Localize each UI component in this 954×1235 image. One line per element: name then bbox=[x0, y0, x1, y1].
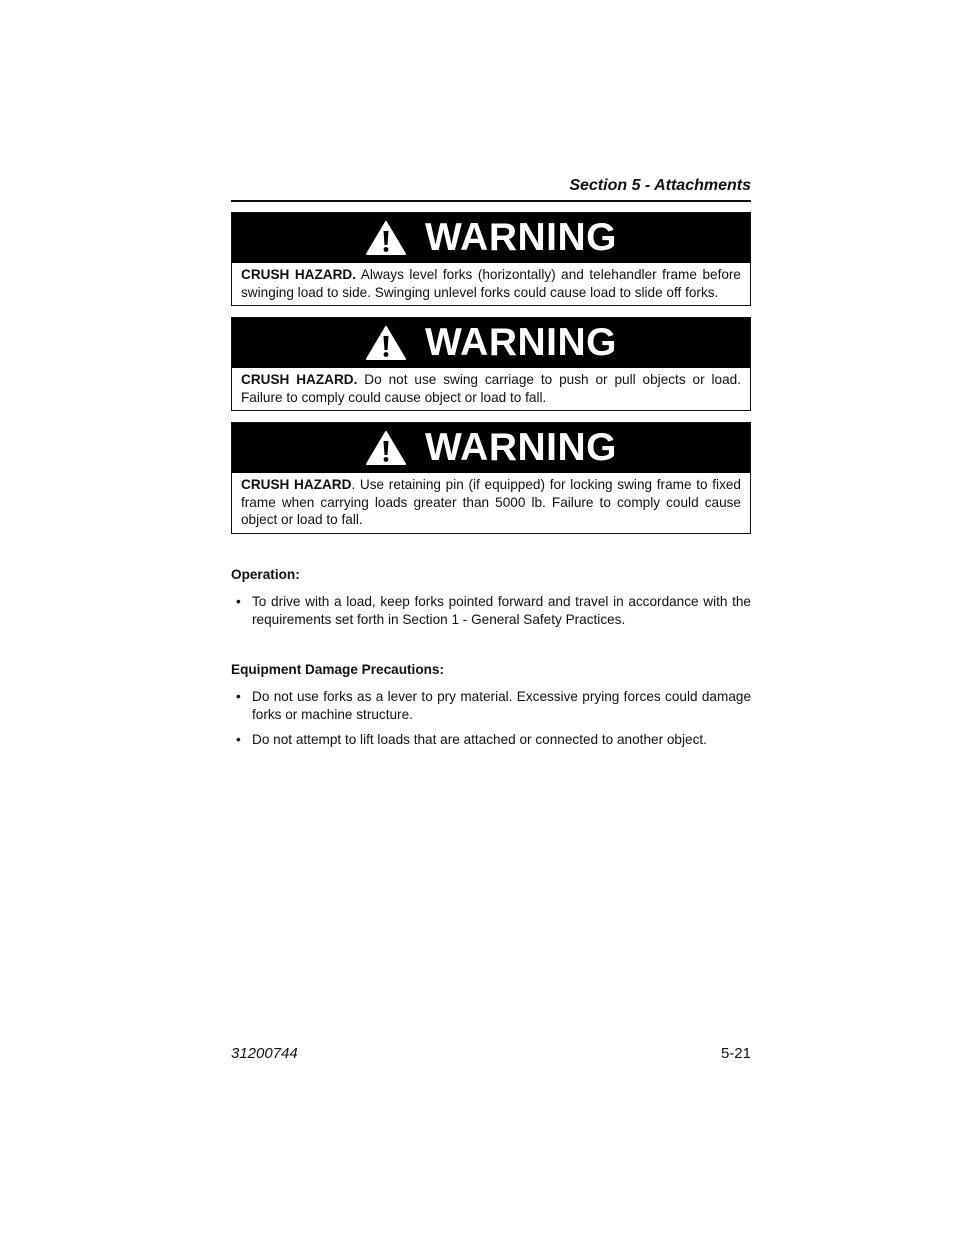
warning-label: WARNING bbox=[425, 216, 617, 259]
warning-text bbox=[232, 473, 750, 533]
list-item bbox=[231, 593, 751, 628]
list-item bbox=[231, 688, 751, 723]
warning-box-2 bbox=[231, 317, 751, 411]
warning-triangle-icon bbox=[365, 430, 407, 466]
hazard-lead: CRUSH HAZARD. bbox=[241, 267, 357, 282]
warning-banner bbox=[232, 213, 750, 263]
list-item bbox=[231, 731, 751, 749]
header-rule bbox=[231, 200, 751, 202]
doc-number: 31200744 bbox=[231, 1045, 298, 1062]
list-item-text: Do not use forks as a lever to pry material. Excessive prying forces could damage forks or machine structure. bbox=[252, 689, 751, 722]
list-item-text: To drive with a load, keep forks pointed forward and travel in accordance with the requirements set forth in Section 1 - General Safety Practices. bbox=[252, 594, 751, 627]
damage-list bbox=[231, 688, 751, 757]
hazard-lead: CRUSH HAZARD bbox=[241, 477, 352, 492]
warning-triangle-icon bbox=[365, 325, 407, 361]
section-title: Section 5 - Attachments bbox=[569, 177, 751, 194]
bullet-icon: • bbox=[236, 689, 241, 704]
warning-box-1 bbox=[231, 212, 751, 306]
warning-banner bbox=[232, 423, 750, 473]
warning-text bbox=[232, 263, 750, 305]
warning-triangle-icon bbox=[365, 220, 407, 256]
warning-banner bbox=[232, 318, 750, 368]
operation-heading: Operation: bbox=[231, 567, 300, 582]
warning-box-3 bbox=[231, 422, 751, 534]
bullet-icon: • bbox=[236, 732, 241, 747]
operation-list bbox=[231, 593, 751, 636]
damage-heading: Equipment Damage Precautions: bbox=[231, 662, 445, 677]
bullet-icon: • bbox=[236, 594, 241, 609]
hazard-lead: CRUSH HAZARD. bbox=[241, 372, 358, 387]
list-item-text: Do not attempt to lift loads that are attached or connected to another object. bbox=[252, 732, 707, 747]
hazard-body: Do not use swing carriage to push or pull objects or load. Failure to comply could cause object or load to fall. bbox=[241, 372, 741, 405]
warning-label: WARNING bbox=[425, 426, 617, 469]
hazard-body: . Use retaining pin (if equipped) for locking swing frame to fixed frame when carrying loads greater than 5000 lb. Failure to comply could cause object or load to fall. bbox=[241, 477, 741, 527]
hazard-body: Always level forks (horizontally) and telehandler frame before swinging load to side. Swinging unlevel forks could cause load to slide off forks. bbox=[241, 267, 741, 300]
page-number: 5-21 bbox=[720, 1045, 751, 1062]
warning-text bbox=[232, 368, 750, 410]
warning-label: WARNING bbox=[425, 321, 617, 364]
